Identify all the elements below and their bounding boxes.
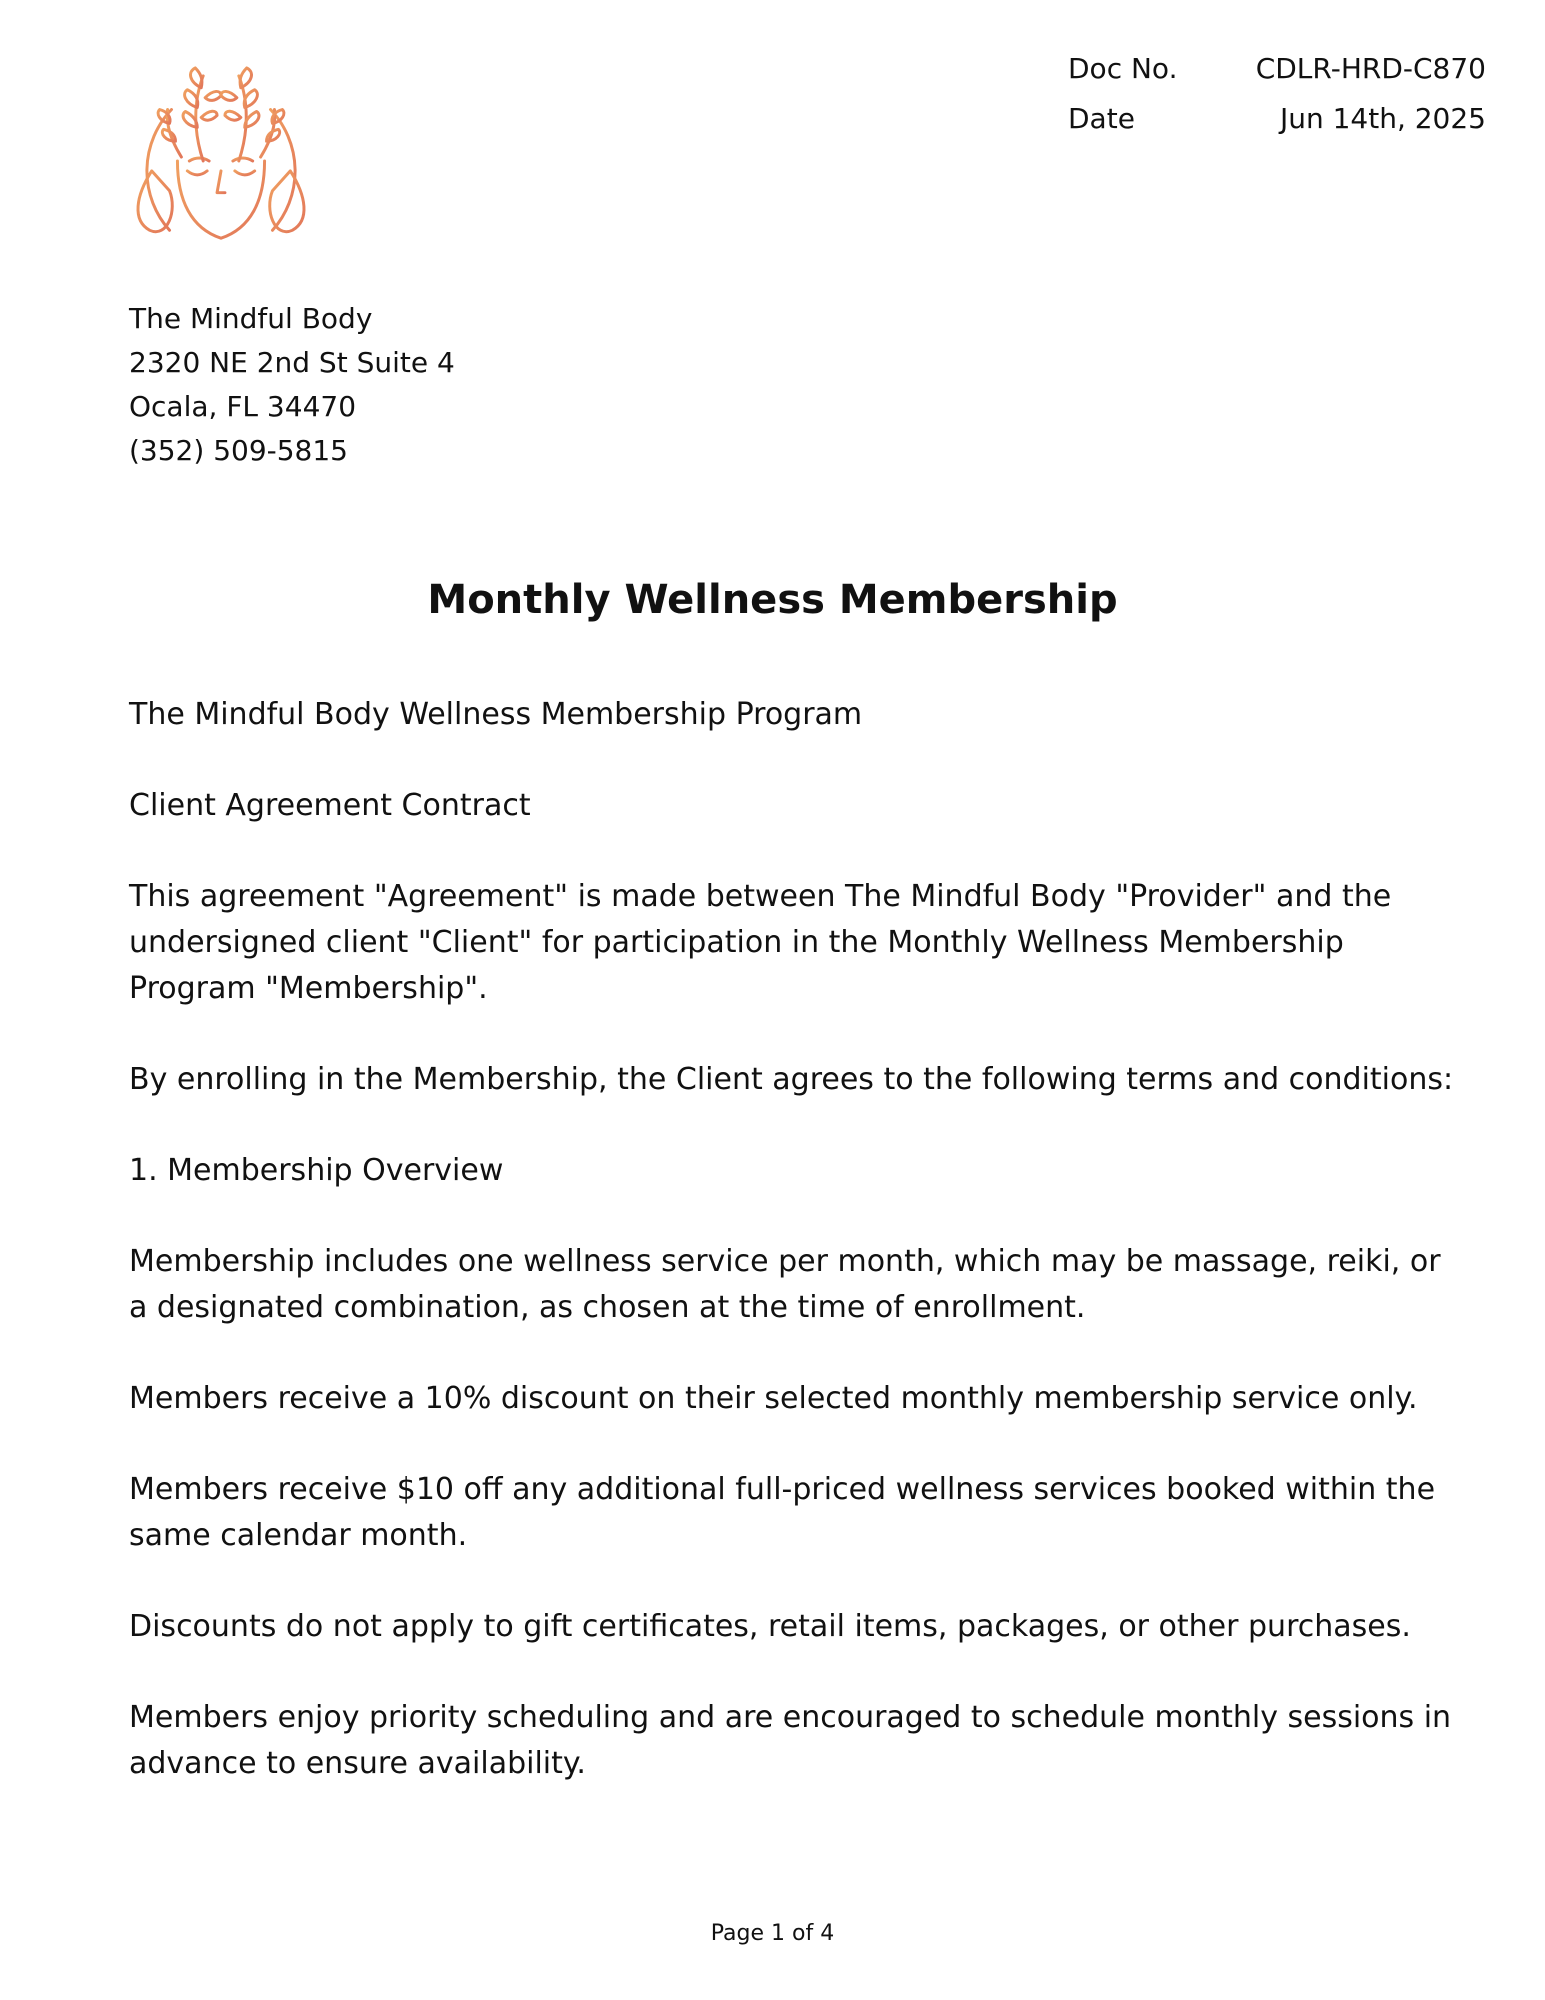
paragraph-exclusions: Discounts do not apply to gift certificates, retail items, packages, or other purchases. bbox=[129, 1609, 1411, 1644]
paragraph-additional-discount: Members receive $10 off any additional full-priced wellness services booked within the same calendar month. bbox=[129, 1472, 1436, 1553]
date-value: Jun 14th, 2025 bbox=[1279, 102, 1486, 135]
page-number: Page 1 of 4 bbox=[710, 1921, 835, 1946]
business-name: The Mindful Body bbox=[129, 302, 373, 335]
document-body bbox=[129, 692, 1459, 1832]
doc-number-value: CDLR-HRD-C870 bbox=[1255, 52, 1486, 85]
paragraph-discount: Members receive a 10% discount on their selected monthly membership service only. bbox=[129, 1381, 1418, 1416]
contract-subtitle: Client Agreement Contract bbox=[129, 788, 531, 823]
date-row bbox=[1068, 94, 1486, 144]
doc-number-row bbox=[1068, 44, 1486, 94]
business-address bbox=[129, 297, 455, 473]
document-meta bbox=[1068, 44, 1486, 144]
address-city: Ocala, FL 34470 bbox=[129, 390, 357, 423]
doc-number-label: Doc No. bbox=[1068, 52, 1178, 85]
document-title: Monthly Wellness Membership bbox=[427, 577, 1118, 623]
date-label: Date bbox=[1068, 102, 1135, 135]
terms-intro: By enrolling in the Membership, the Client agrees to the following terms and conditions: bbox=[129, 1062, 1454, 1097]
business-phone: (352) 509-5815 bbox=[129, 434, 348, 467]
wellness-face-laurel-logo-icon bbox=[122, 62, 320, 260]
paragraph-service-included: Membership includes one wellness service per month, which may be massage, reiki, or a designated combination, as chosen at the time of enrollment. bbox=[129, 1244, 1441, 1325]
section-heading-overview: 1. Membership Overview bbox=[129, 1153, 504, 1188]
agreement-intro: This agreement "Agreement" is made between The Mindful Body "Provider" and the undersigned client "Client" for participation in the Monthly Wellness Membership Program "Membership". bbox=[129, 879, 1392, 1006]
program-name: The Mindful Body Wellness Membership Program bbox=[129, 697, 863, 732]
address-street: 2320 NE 2nd St Suite 4 bbox=[129, 346, 455, 379]
paragraph-priority-scheduling: Members enjoy priority scheduling and are encouraged to schedule monthly sessions in advance to ensure availability. bbox=[129, 1700, 1452, 1781]
